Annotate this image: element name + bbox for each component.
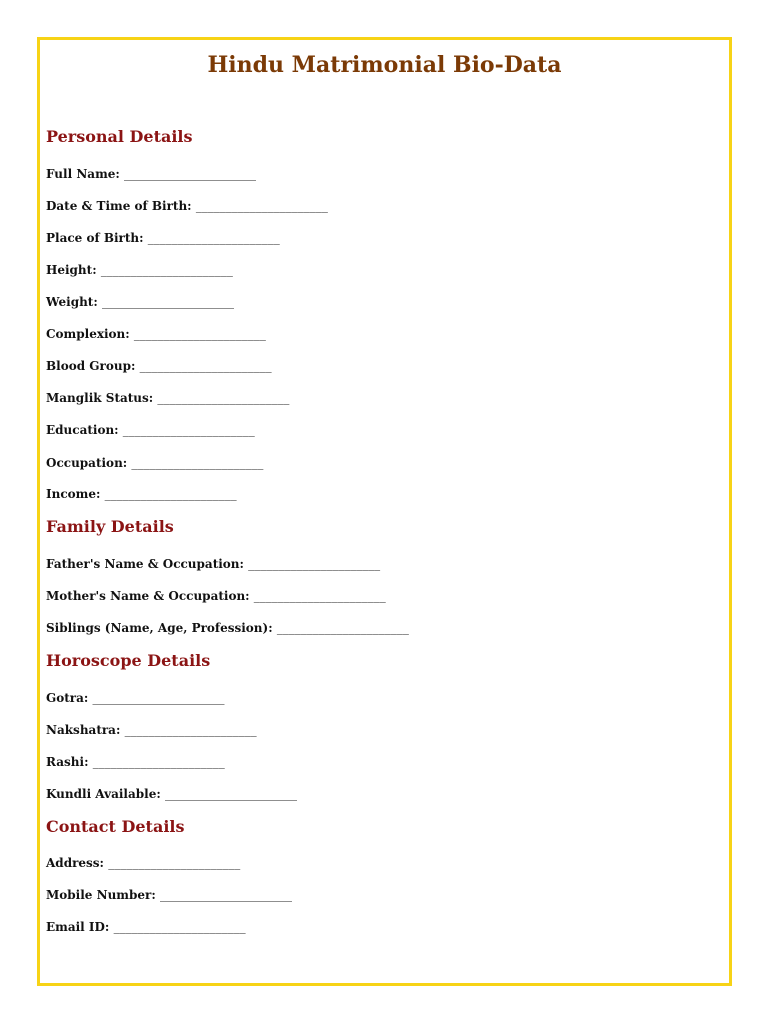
field-blood-group <box>46 358 272 374</box>
field-nakshatra <box>46 722 257 738</box>
field-label: Gotra: <box>46 691 89 705</box>
field-siblings <box>46 620 409 636</box>
fill-in-line: ______________________ <box>147 231 280 245</box>
fill-in-line: ______________________ <box>113 920 246 934</box>
field-occupation <box>46 455 263 471</box>
field-label: Weight: <box>46 295 98 309</box>
section-heading-personal: Personal Details <box>46 127 193 146</box>
fill-in-line: ______________________ <box>92 691 225 705</box>
field-label: Occupation: <box>46 456 128 470</box>
fill-in-line: ______________________ <box>159 888 292 902</box>
field-label: Siblings (Name, Age, Profession): <box>46 621 273 635</box>
fill-in-line: ______________________ <box>100 263 233 277</box>
field-fathers-name-occupation <box>46 556 380 572</box>
fill-in-line: ______________________ <box>139 359 272 373</box>
field-mothers-name-occupation <box>46 588 386 604</box>
field-label: Mobile Number: <box>46 888 156 902</box>
field-label: Blood Group: <box>46 359 136 373</box>
field-mobile-number <box>46 887 292 903</box>
field-date-time-of-birth <box>46 198 328 214</box>
field-label: Father's Name & Occupation: <box>46 557 244 571</box>
field-gotra <box>46 690 225 706</box>
section-heading-contact: Contact Details <box>46 817 185 836</box>
field-manglik-status <box>46 390 289 406</box>
fill-in-line: ______________________ <box>124 723 257 737</box>
field-full-name <box>46 166 256 182</box>
fill-in-line: ______________________ <box>248 557 381 571</box>
field-label: Height: <box>46 263 97 277</box>
fill-in-line: ______________________ <box>101 295 234 309</box>
field-income <box>46 486 237 502</box>
field-height <box>46 262 233 278</box>
field-label: Kundli Available: <box>46 787 161 801</box>
fill-in-line: ______________________ <box>92 755 225 769</box>
field-label: Income: <box>46 487 101 501</box>
field-label: Address: <box>46 856 104 870</box>
fill-in-line: ______________________ <box>276 621 409 635</box>
field-complexion <box>46 326 266 342</box>
biodata-form <box>37 37 732 986</box>
fill-in-line: ______________________ <box>157 391 290 405</box>
field-place-of-birth <box>46 230 280 246</box>
field-label: Manglik Status: <box>46 391 154 405</box>
fill-in-line: ______________________ <box>124 167 257 181</box>
field-label: Date & Time of Birth: <box>46 199 192 213</box>
fill-in-line: ______________________ <box>108 856 241 870</box>
field-weight <box>46 294 234 310</box>
field-label: Education: <box>46 423 119 437</box>
document-title: Hindu Matrimonial Bio-Data <box>207 52 562 78</box>
fill-in-line: ______________________ <box>164 787 297 801</box>
field-label: Mother's Name & Occupation: <box>46 589 250 603</box>
section-heading-family: Family Details <box>46 517 174 536</box>
field-address <box>46 855 240 871</box>
field-label: Full Name: <box>46 167 120 181</box>
section-heading-horoscope: Horoscope Details <box>46 651 211 670</box>
field-label: Place of Birth: <box>46 231 144 245</box>
fill-in-line: ______________________ <box>253 589 386 603</box>
field-label: Email ID: <box>46 920 110 934</box>
field-rashi <box>46 754 225 770</box>
fill-in-line: ______________________ <box>133 327 266 341</box>
fill-in-line: ______________________ <box>195 199 328 213</box>
fill-in-line: ______________________ <box>131 456 264 470</box>
fill-in-line: ______________________ <box>104 487 237 501</box>
fill-in-line: ______________________ <box>122 423 255 437</box>
field-label: Rashi: <box>46 755 89 769</box>
field-label: Complexion: <box>46 327 130 341</box>
field-email-id <box>46 919 246 935</box>
field-label: Nakshatra: <box>46 723 121 737</box>
field-kundli-available <box>46 786 297 802</box>
field-education <box>46 422 255 438</box>
